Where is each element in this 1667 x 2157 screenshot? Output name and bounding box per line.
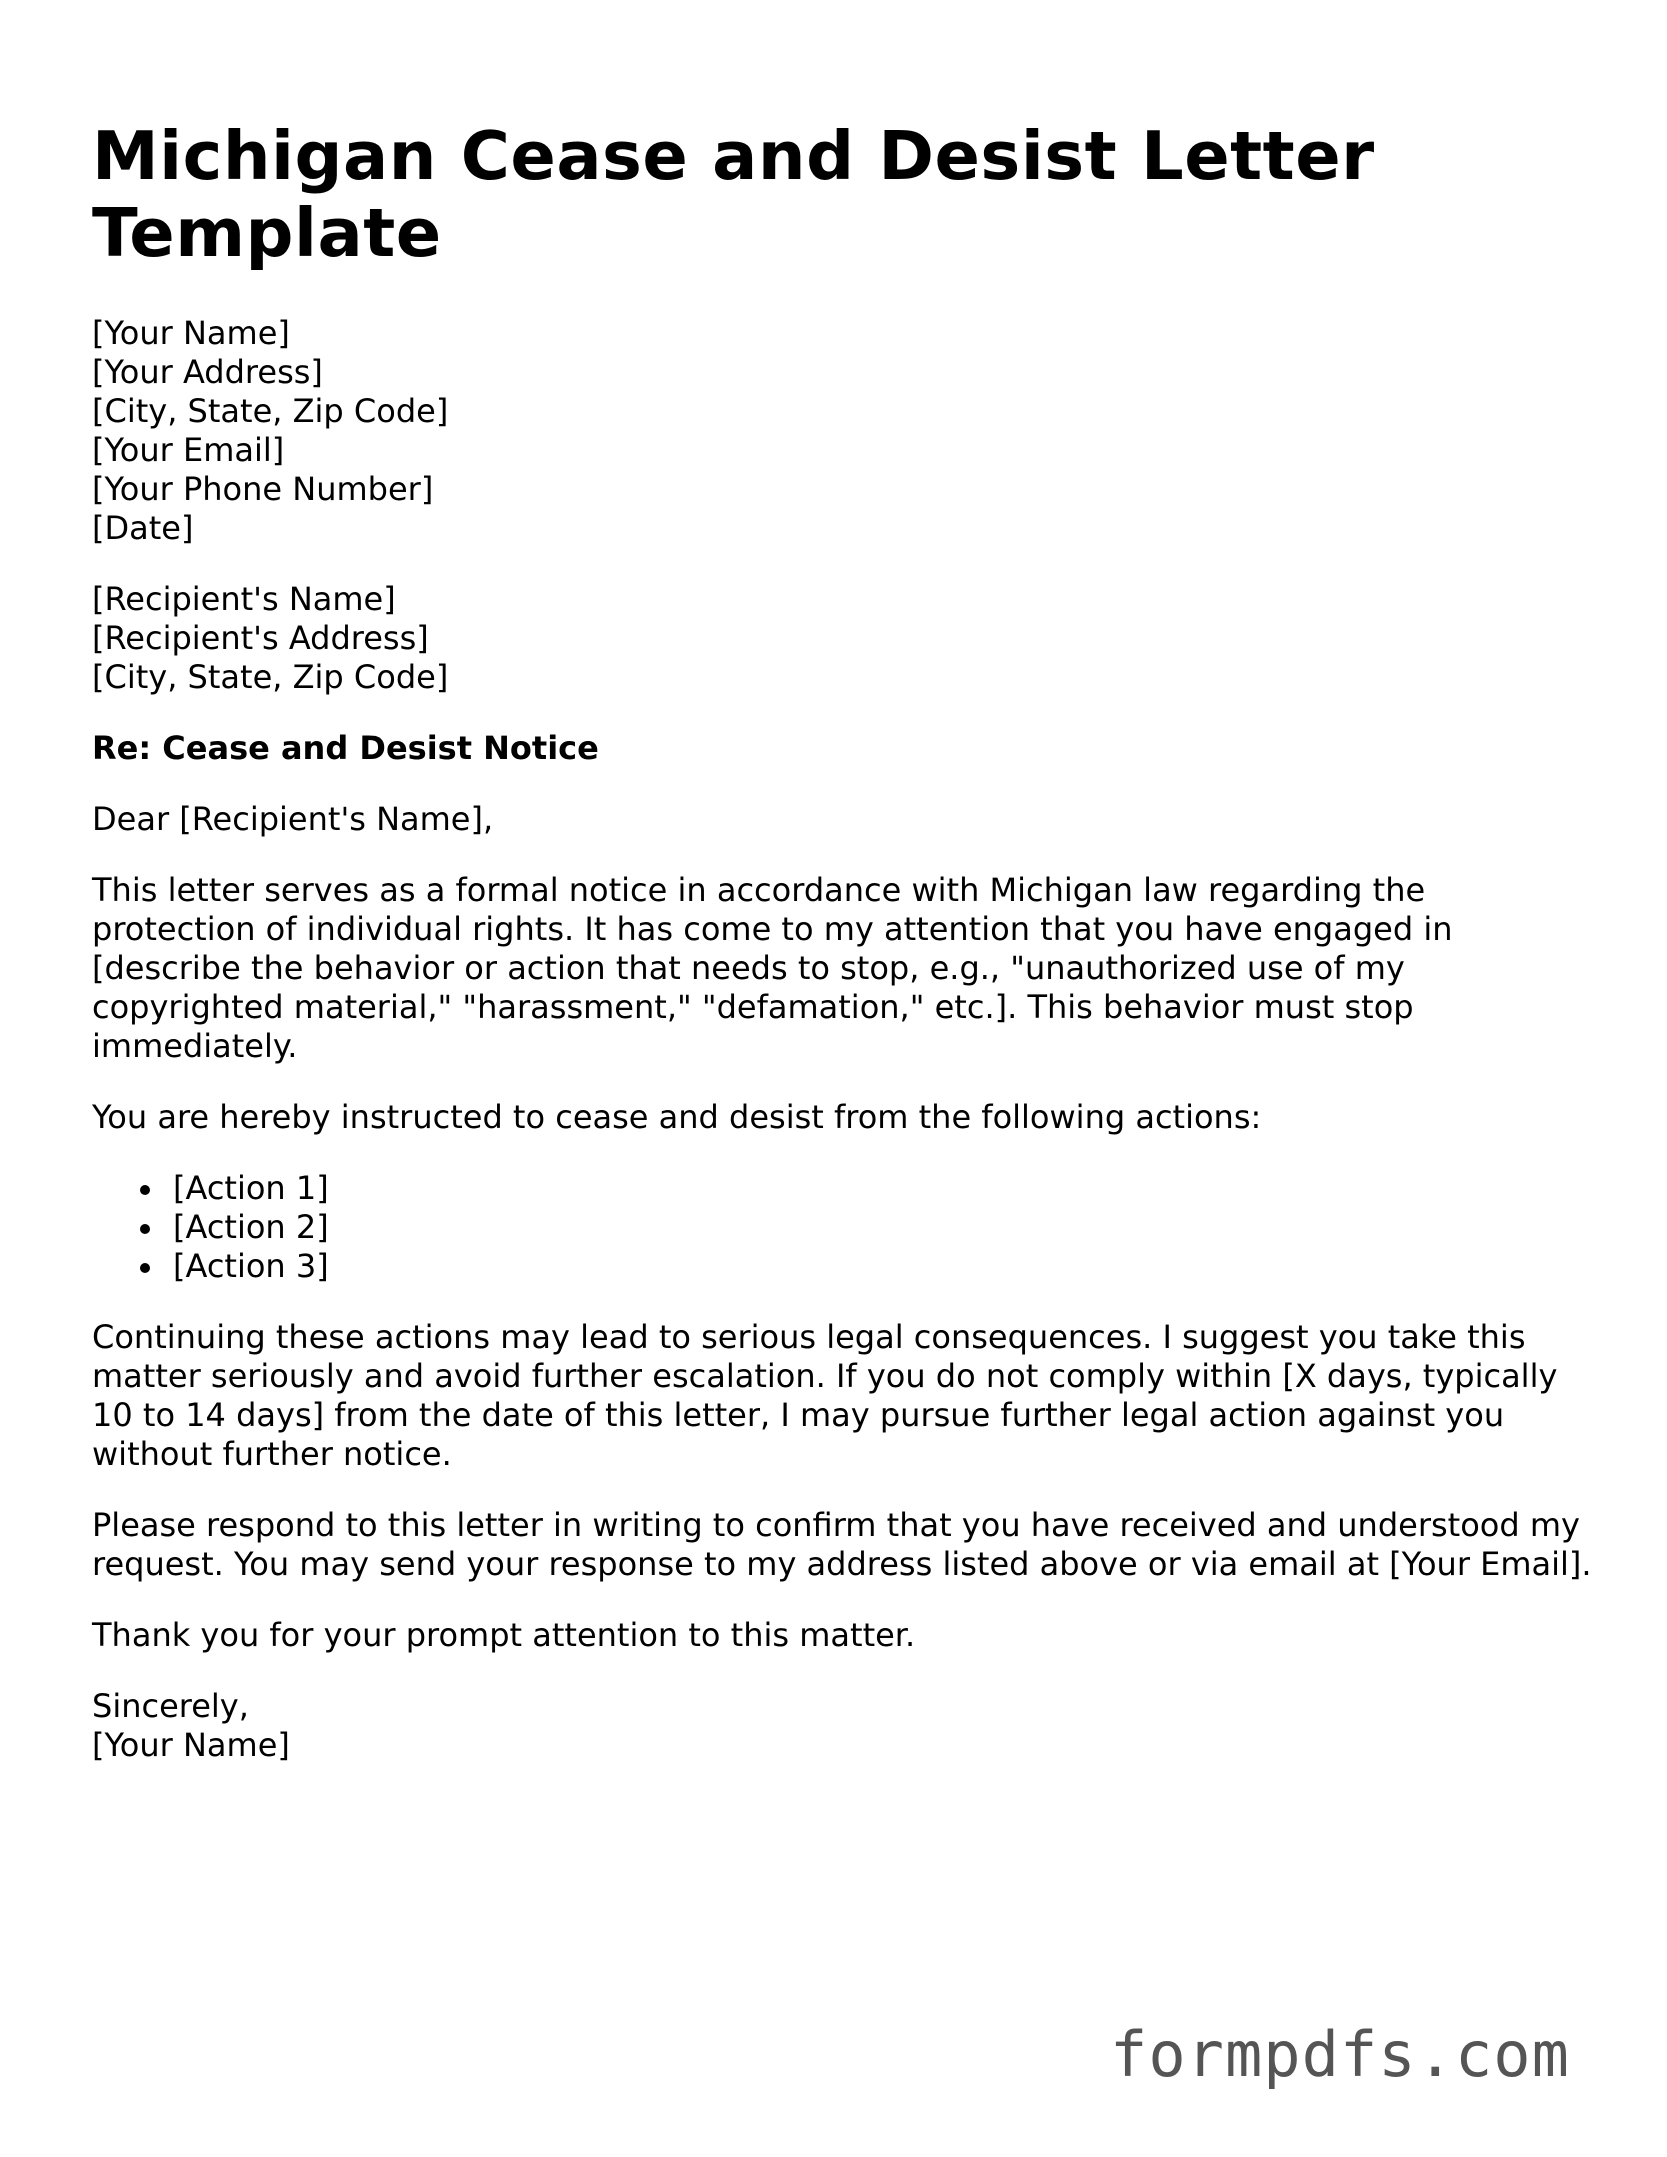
letter-page: [92, 118, 1592, 1765]
signature-name: [Your Name]: [92, 1726, 290, 1764]
action-item-label: [Action 2]: [173, 1208, 329, 1246]
sender-address: [Your Address]: [92, 353, 323, 391]
sender-phone: [Your Phone Number]: [92, 470, 434, 508]
recipient-address-block: [92, 580, 1592, 697]
closing-block: [92, 1687, 1592, 1765]
recipient-name: [Recipient's Name]: [92, 580, 396, 618]
paragraph-response: Please respond to this letter in writing to confirm that you have received and understood my request. You may send your response to my address listed above or via email at [Your Email].: [92, 1506, 1592, 1583]
sender-city-state-zip: [City, State, Zip Code]: [92, 392, 449, 430]
bullet-icon: [140, 1263, 150, 1273]
closing-phrase: Sincerely,: [92, 1687, 249, 1725]
paragraph-notice: This letter serves as a formal notice in accordance with Michigan law regarding the protection of individual rights. It has come to my attention that you have engaged in [describe the behavior or action that needs to stop, e.g., "unauthorized use of my copyrighted material," "harassment," "defamation," etc.]. This behavior must stop immediately.: [92, 871, 1453, 1065]
action-item-label: [Action 3]: [173, 1247, 329, 1285]
watermark-text: formpdfs.com: [1110, 2018, 1570, 2091]
sender-address-block: [92, 314, 1592, 548]
list-item: [173, 1208, 1592, 1247]
paragraph-instruction: You are hereby instructed to cease and desist from the following actions:: [92, 1098, 1262, 1136]
recipient-city-state-zip: [City, State, Zip Code]: [92, 658, 449, 696]
sender-name: [Your Name]: [92, 314, 290, 352]
recipient-address: [Recipient's Address]: [92, 619, 429, 657]
list-item: [173, 1247, 1592, 1286]
subject-line: Re: Cease and Desist Notice: [92, 729, 599, 767]
paragraph-thanks: Thank you for your prompt attention to this matter.: [92, 1616, 916, 1654]
actions-list: [92, 1169, 1592, 1286]
bullet-icon: [140, 1224, 150, 1234]
action-item-label: [Action 1]: [173, 1169, 329, 1207]
document-title: Michigan Cease and Desist Letter Template: [92, 117, 1375, 272]
letter-date: [Date]: [92, 509, 194, 547]
bullet-icon: [140, 1185, 150, 1195]
sender-email: [Your Email]: [92, 431, 285, 469]
salutation: Dear [Recipient's Name],: [92, 800, 494, 838]
list-item: [173, 1169, 1592, 1208]
paragraph-consequences: Continuing these actions may lead to serious legal consequences. I suggest you take this matter seriously and avoid further escalation. If you do not comply within [X days, typically 10 to 14 days] from the date of this letter, I may pursue further legal action against you without further notice.: [92, 1318, 1558, 1473]
